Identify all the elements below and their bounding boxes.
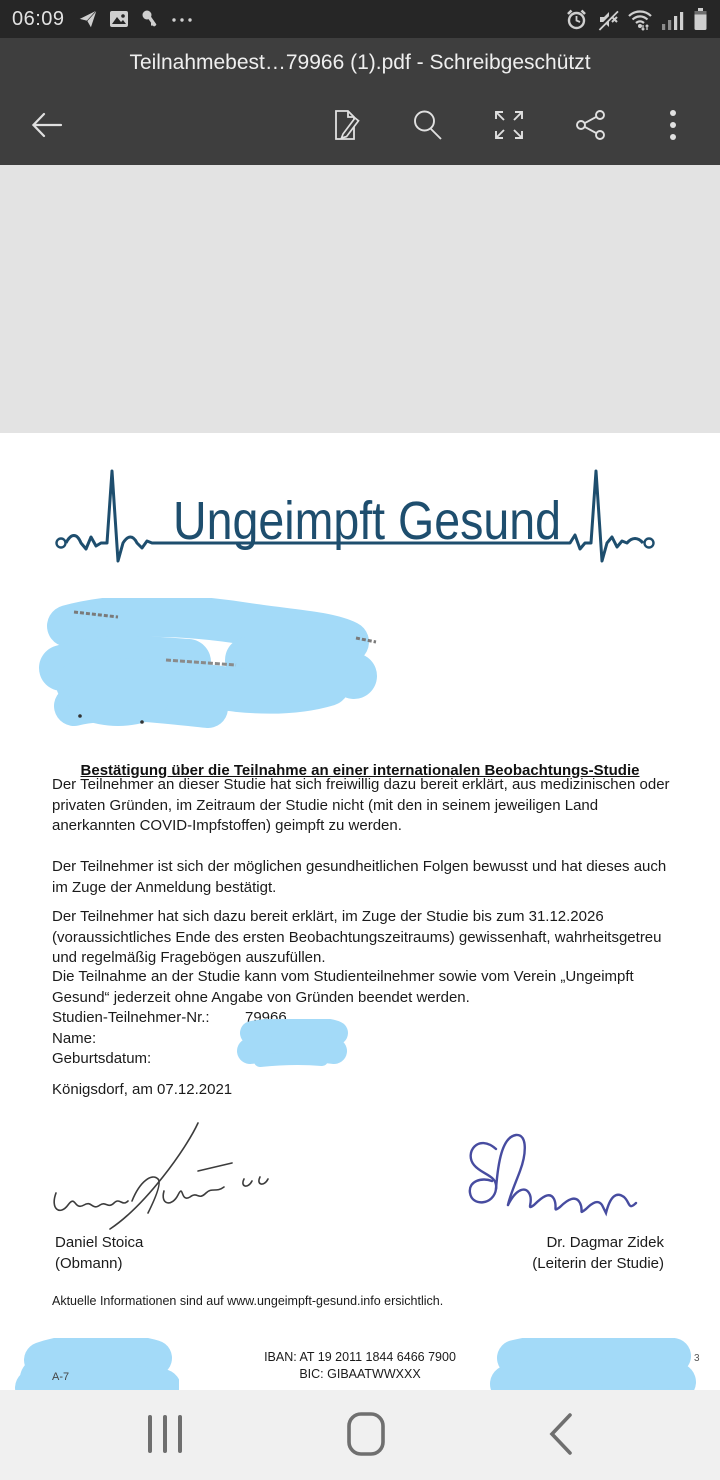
clock: 06:09	[12, 7, 65, 30]
participant-number-value: 79966	[245, 1009, 287, 1026]
key-icon	[139, 8, 161, 30]
title-bar	[0, 38, 720, 88]
overflow-menu-icon	[668, 108, 678, 145]
info-note: Aktuelle Informationen sind auf www.ungeimpft-gesund.info ersichtlich.	[52, 1294, 444, 1308]
search-icon	[410, 108, 444, 145]
pdf-page[interactable]	[0, 433, 720, 1453]
ungeimpft-gesund-logo	[55, 463, 665, 574]
fullscreen-icon	[493, 109, 525, 144]
paragraph-3: Der Teilnehmer hat sich dazu bereit erklärt, im Zuge der Studie bis zum 31.12.2026 (voraussichtliches Ende des ersten Beobachtungszeitraums) gewissenhaft, wahrheitsgetreu und regelmäßig Fragebögen auszufüllen.	[52, 908, 662, 966]
document-title: Teilnahmebest…79966 (1).pdf - Schreibgeschützt	[129, 51, 591, 74]
iban: IBAN: AT 19 2011 1844 6466 7900	[264, 1350, 456, 1364]
annotate-button[interactable]	[316, 98, 374, 156]
pdf-canvas[interactable]	[0, 165, 720, 1390]
signature-dagmar-zidek	[458, 1127, 643, 1224]
signer-role: (Obmann)	[55, 1255, 123, 1272]
signal-icon	[661, 8, 685, 31]
signer-role: (Leiterin der Studie)	[532, 1255, 664, 1272]
footer-fragment-right: 3	[694, 1353, 700, 1364]
battery-icon	[693, 7, 708, 31]
paragraph-1: Der Teilnehmer an dieser Studie hat sich freiwillig dazu bereit erklärt, aus medizinischen oder privaten Gründen, im Zeitraum der Studie nicht (mit den in seinem jeweiligen Land anerkannten COVID-Impfstoffen) geimpft zu werden.	[52, 776, 670, 834]
share-icon	[575, 109, 607, 144]
status-bar	[0, 0, 720, 38]
telegram-icon	[77, 8, 99, 30]
signature-daniel-stoica	[48, 1119, 283, 1236]
more-notifications-icon	[170, 8, 194, 30]
field-label: Studien-Teilnehmer-Nr.:	[52, 1009, 210, 1026]
signer-right	[532, 1232, 664, 1274]
edit-icon	[328, 108, 362, 145]
document-heading: Bestätigung über die Teilnahme an einer internationalen Beobachtungs-Studie	[80, 762, 640, 779]
nav-back-button[interactable]	[542, 1406, 580, 1465]
signer-name: Dr. Dagmar Zidek	[546, 1234, 664, 1251]
recents-button[interactable]	[140, 1407, 190, 1464]
field-label: Geburtsdatum:	[52, 1050, 152, 1067]
back-icon	[548, 1412, 574, 1459]
search-button[interactable]	[398, 98, 456, 156]
fullscreen-button[interactable]	[480, 98, 538, 156]
paragraph-4: Die Teilnahme an der Studie kann vom Studienteilnehmer sowie vom Verein „Ungeimpft Gesund“ jederzeit ohne Angabe von Gründen beendet werden.	[52, 968, 634, 1006]
mute-icon	[596, 8, 619, 31]
paragraph-2: Der Teilnehmer ist sich der möglichen gesundheitlichen Folgen bewusst und hat dieses auch im Zuge der Anmeldung bestätigt.	[52, 858, 667, 896]
home-icon	[346, 1411, 386, 1460]
back-button[interactable]	[18, 98, 76, 156]
bic: BIC: GIBAATWWXXX	[299, 1367, 421, 1381]
gallery-icon	[108, 8, 130, 30]
alarm-icon	[565, 8, 588, 31]
place-date: Königsdorf, am 07.12.2021	[52, 1081, 233, 1098]
recents-icon	[146, 1413, 184, 1458]
home-button[interactable]	[340, 1405, 392, 1466]
pdf-toolbar	[0, 88, 720, 165]
share-button[interactable]	[562, 98, 620, 156]
signer-left	[55, 1232, 143, 1274]
footer-fragment-left: A-7	[52, 1371, 70, 1383]
android-nav-bar	[0, 1390, 720, 1480]
field-label: Name:	[52, 1029, 97, 1047]
logo-text: Ungeimpft Gesund	[173, 491, 561, 551]
signer-name: Daniel Stoica	[55, 1234, 144, 1251]
wifi-icon	[627, 8, 653, 31]
back-icon	[30, 110, 64, 143]
address-redaction-scribble	[38, 598, 378, 733]
overflow-menu-button[interactable]	[644, 98, 702, 156]
name-redaction-scribble	[230, 1019, 356, 1072]
